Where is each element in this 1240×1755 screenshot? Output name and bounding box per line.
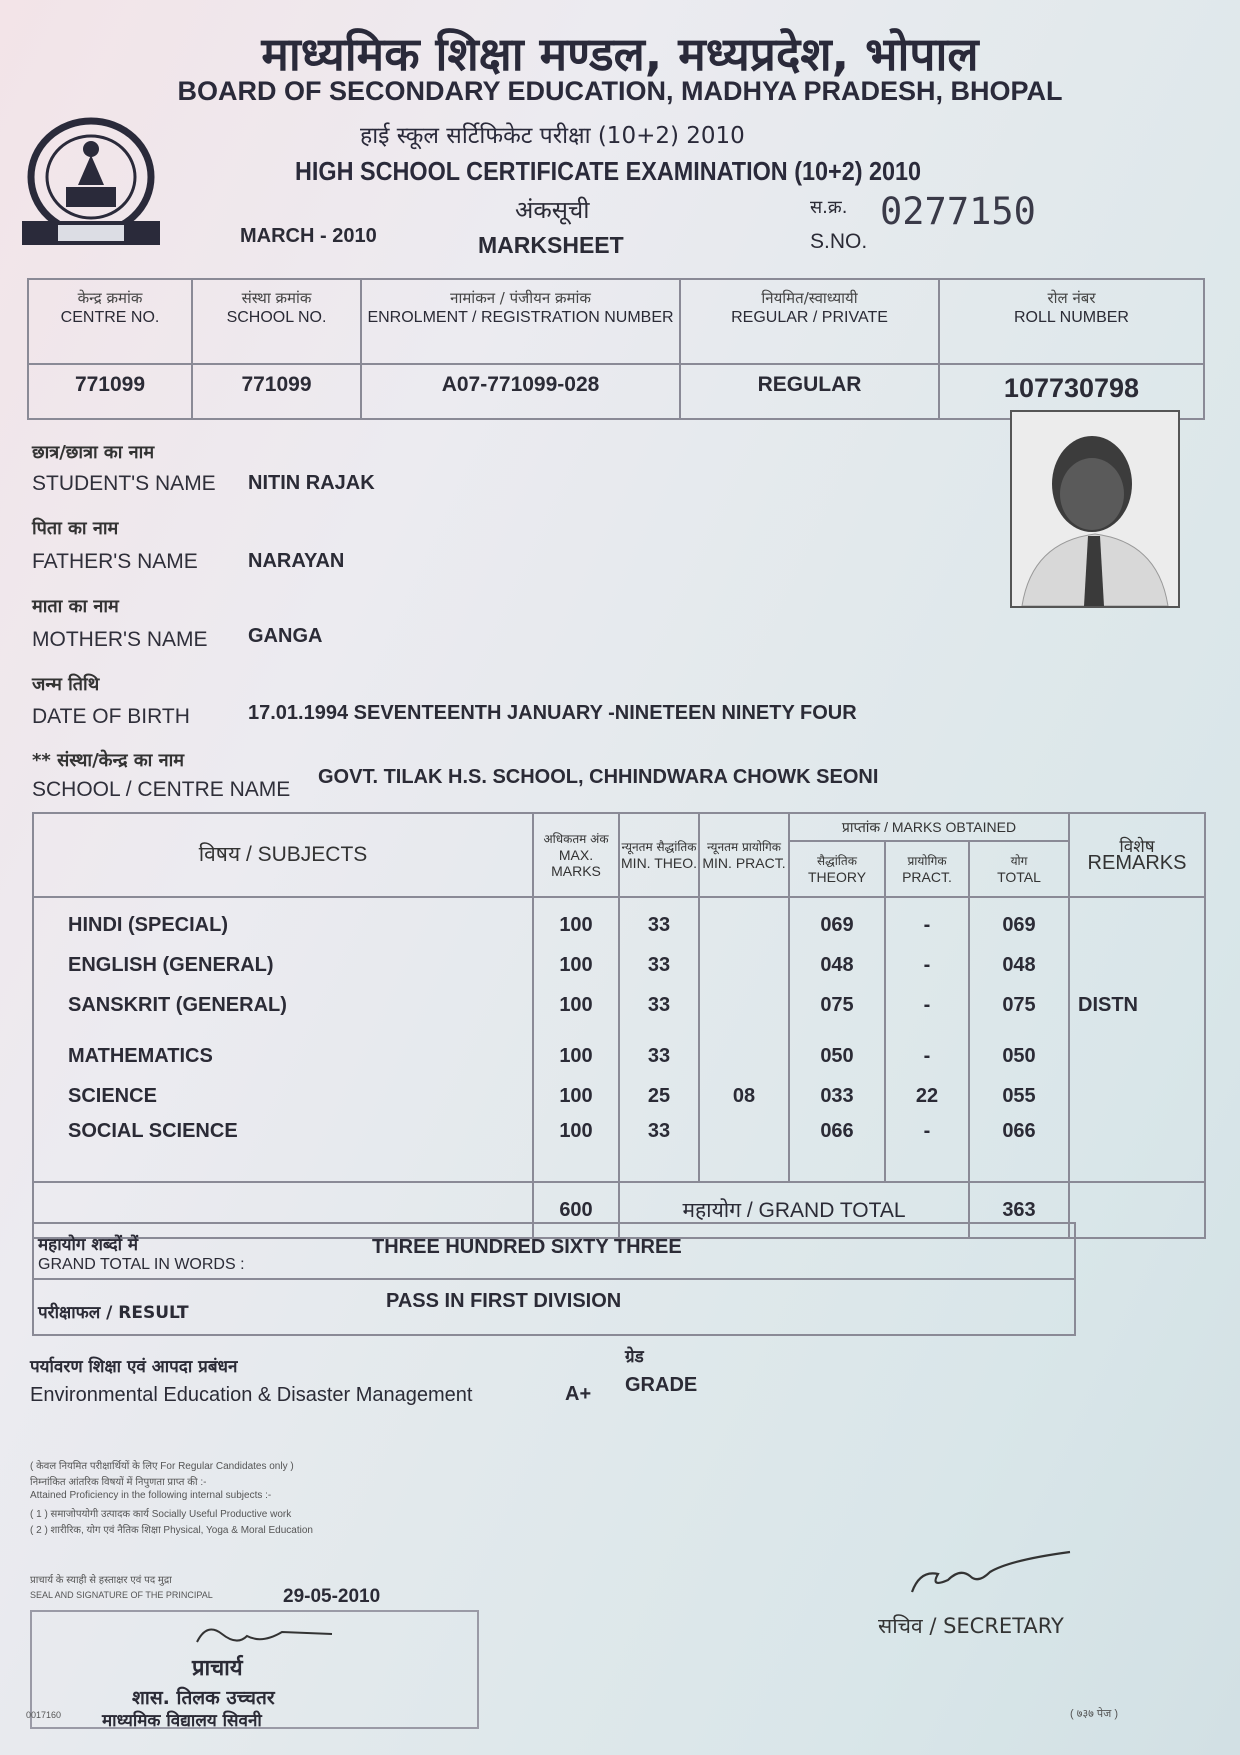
max-marks: 100 <box>533 897 619 945</box>
theory-marks: 048 <box>789 945 885 985</box>
max-marks: 100 <box>533 1025 619 1076</box>
theory-marks: 075 <box>789 985 885 1025</box>
subject-name: SCIENCE <box>33 1076 533 1116</box>
theory-marks: 033 <box>789 1076 885 1116</box>
secretary-signature-icon <box>900 1540 1080 1600</box>
env-label-hindi: पर्यावरण शिक्षा एवं आपदा प्रबंधन <box>30 1357 238 1377</box>
min-theory: 33 <box>619 1025 699 1076</box>
result-label: परीक्षाफल / RESULT <box>38 1303 189 1323</box>
min-theory: 33 <box>619 1116 699 1182</box>
dob-label: DATE OF BIRTH <box>32 705 190 728</box>
table-row <box>33 897 1205 945</box>
stamp-line-2: माध्यमिक विद्यालय सिवनी <box>102 1711 262 1731</box>
grand-total-remarks <box>1069 1182 1205 1238</box>
min-practical <box>699 985 789 1025</box>
min-theory: 33 <box>619 945 699 985</box>
remarks <box>1069 1025 1205 1076</box>
remarks <box>1069 1076 1205 1116</box>
min-practical <box>699 1116 789 1182</box>
practical-marks: 22 <box>885 1076 969 1116</box>
practical-marks: - <box>885 897 969 945</box>
exam-title-english: HIGH SCHOOL CERTIFICATE EXAMINATION (10+2) 2010 <box>295 156 922 186</box>
school-no-value: 771099 <box>192 364 361 419</box>
practical-marks: - <box>885 1025 969 1076</box>
student-photo <box>1010 410 1180 608</box>
remarks-header: विशेष REMARKS <box>1069 813 1205 897</box>
grand-total-value: 363 <box>969 1182 1069 1238</box>
words-label-hindi: महायोग शब्दों में <box>38 1235 139 1255</box>
footnote-line-3: Attained Proficiency in the following internal subjects :- <box>30 1490 272 1501</box>
principal-label-hindi: प्राचार्य के स्याही से हस्ताक्षर एवं पद मुद्रा <box>30 1575 172 1586</box>
table-row <box>33 1025 1205 1076</box>
centre-no-header: केन्द्र क्रमांक CENTRE NO. <box>28 279 192 364</box>
footnote-line-4: ( 1 ) समाजोपयोगी उत्पादक कार्य Socially Useful Productive work <box>30 1509 292 1520</box>
board-seal-icon <box>18 115 164 251</box>
theory-marks: 050 <box>789 1025 885 1076</box>
words-label: GRAND TOTAL IN WORDS : <box>38 1256 245 1273</box>
secretary-label: सचिव / SECRETARY <box>878 1614 1064 1638</box>
min-theory-header: न्यूनतम सैद्धांतिक MIN. THEO. <box>619 813 699 897</box>
max-marks: 100 <box>533 1076 619 1116</box>
practical-marks: - <box>885 985 969 1025</box>
theory-header: सैद्धांतिक THEORY <box>789 841 885 897</box>
table-row <box>33 945 1205 985</box>
practical-marks: - <box>885 945 969 985</box>
id-table <box>27 278 1205 420</box>
theory-marks: 066 <box>789 1116 885 1182</box>
table-row <box>33 1076 1205 1116</box>
max-marks-header: अधिकतम अंक MAX. MARKS <box>533 813 619 897</box>
serial-label-hindi: स.क्र. <box>810 197 848 218</box>
total-marks: 048 <box>969 945 1069 985</box>
father-name: NARAYAN <box>248 550 345 572</box>
grade-label: GRADE <box>625 1374 698 1396</box>
father-name-label: FATHER'S NAME <box>32 550 198 573</box>
regular-private-value: REGULAR <box>680 364 939 419</box>
enrolment-value: A07-771099-028 <box>361 364 680 419</box>
theory-marks: 069 <box>789 897 885 945</box>
footnote-line-2: निम्नांकित आंतरिक विषयों में निपुणता प्राप्त की :- <box>30 1477 207 1488</box>
principal-stamp <box>30 1610 479 1729</box>
total-marks: 075 <box>969 985 1069 1025</box>
stamp-line-1: शास. तिलक उच्चतर <box>132 1687 275 1709</box>
stamp-serial: 0017160 <box>26 1710 62 1720</box>
practical-marks: - <box>885 1116 969 1182</box>
exam-month: MARCH - 2010 <box>240 225 377 247</box>
min-practical: 08 <box>699 1076 789 1116</box>
exam-title-hindi: हाई स्कूल सर्टिफिकेट परीक्षा (10+2) 2010 <box>360 123 745 149</box>
min-practical <box>699 897 789 945</box>
grade-label-hindi: ग्रेड <box>625 1347 644 1367</box>
subject-name: ENGLISH (GENERAL) <box>33 945 533 985</box>
school-name-label-hindi: ** संस्था/केन्द्र का नाम <box>32 750 185 771</box>
summary-box <box>32 1222 1076 1336</box>
total-marks: 055 <box>969 1076 1069 1116</box>
mother-name-label-hindi: माता का नाम <box>32 596 119 617</box>
principal-label: SEAL AND SIGNATURE OF THE PRINCIPAL <box>30 1590 213 1600</box>
mother-name-label: MOTHER'S NAME <box>32 628 208 651</box>
student-name-label-hindi: छात्र/छात्रा का नाम <box>32 442 155 463</box>
page-mark: ( ७३७ पेज ) <box>1070 1708 1119 1720</box>
student-name-label: STUDENT'S NAME <box>32 472 216 495</box>
min-theory: 25 <box>619 1076 699 1116</box>
serial-number: 0277150 <box>880 190 1036 233</box>
student-name: NITIN RAJAK <box>248 472 375 494</box>
marksheet-title: MARKSHEET <box>478 232 624 258</box>
school-no-header: संस्था क्रमांक SCHOOL NO. <box>192 279 361 364</box>
subject-name: MATHEMATICS <box>33 1025 533 1076</box>
principal-signature-icon <box>192 1620 342 1650</box>
subjects-header: विषय / SUBJECTS <box>33 813 533 897</box>
max-marks: 100 <box>533 945 619 985</box>
max-marks: 100 <box>533 985 619 1025</box>
env-label: Environmental Education & Disaster Management <box>30 1384 473 1406</box>
school-name-label: SCHOOL / CENTRE NAME <box>32 778 291 801</box>
table-row <box>33 1116 1205 1182</box>
issue-date: 29-05-2010 <box>283 1586 381 1607</box>
marksheet-title-hindi: अंकसूची <box>515 196 590 224</box>
marks-obtained-header: प्राप्तांक / MARKS OBTAINED <box>789 813 1069 841</box>
remarks: DISTN <box>1069 985 1205 1025</box>
subject-name: HINDI (SPECIAL) <box>33 897 533 945</box>
date-of-birth: 17.01.1994 SEVENTEENTH JANUARY -NINETEEN NINETY FOUR <box>248 702 857 724</box>
footnote-line-1: ( केवल नियमित परीक्षार्थियों के लिए For Regular Candidates only ) <box>30 1461 294 1472</box>
max-marks: 100 <box>533 1116 619 1182</box>
serial-label: S.NO. <box>810 230 868 253</box>
enrolment-header: नामांकन / पंजीयन क्रमांक ENROLMENT / REGISTRATION NUMBER <box>361 279 680 364</box>
remarks <box>1069 945 1205 985</box>
dob-label-hindi: जन्म तिथि <box>32 674 100 695</box>
marks-table <box>32 812 1206 1239</box>
stamp-title: प्राचार्य <box>192 1656 243 1681</box>
total-header: योग TOTAL <box>969 841 1069 897</box>
regular-private-header: नियमित/स्वाध्यायी REGULAR / PRIVATE <box>680 279 939 364</box>
grand-total-words: THREE HUNDRED SIXTY THREE <box>372 1236 682 1258</box>
env-grade: A+ <box>565 1383 592 1405</box>
practical-header: प्रायोगिक PRACT. <box>885 841 969 897</box>
summary-divider <box>34 1278 1074 1280</box>
remarks <box>1069 1116 1205 1182</box>
board-name-english: BOARD OF SECONDARY EDUCATION, MADHYA PRADESH, BHOPAL <box>177 76 1063 106</box>
school-name: GOVT. TILAK H.S. SCHOOL, CHHINDWARA CHOWK SEONI <box>318 766 879 788</box>
total-marks: 069 <box>969 897 1069 945</box>
table-row <box>33 985 1205 1025</box>
total-marks: 066 <box>969 1116 1069 1182</box>
min-practical <box>699 945 789 985</box>
total-marks: 050 <box>969 1025 1069 1076</box>
subject-name: SANSKRIT (GENERAL) <box>33 985 533 1025</box>
min-practical-header: न्यूनतम प्रायोगिक MIN. PRACT. <box>699 813 789 897</box>
min-theory: 33 <box>619 897 699 945</box>
result-value: PASS IN FIRST DIVISION <box>386 1290 622 1312</box>
remarks <box>1069 897 1205 945</box>
mother-name: GANGA <box>248 625 323 647</box>
min-theory: 33 <box>619 985 699 1025</box>
grand-total-label: महायोग / GRAND TOTAL <box>619 1182 969 1238</box>
grand-max-marks: 600 <box>533 1182 619 1238</box>
footnote-line-5: ( 2 ) शारीरिक, योग एवं नैतिक शिक्षा Physical, Yoga & Moral Education <box>30 1525 313 1536</box>
subject-name: SOCIAL SCIENCE <box>33 1116 533 1182</box>
roll-number-header: रोल नंबर ROLL NUMBER <box>939 279 1204 364</box>
min-practical <box>699 1025 789 1076</box>
father-name-label-hindi: पिता का नाम <box>32 518 119 539</box>
board-name-hindi: माध्यमिक शिक्षा मण्डल, मध्यप्रदेश, भोपाल <box>261 27 979 81</box>
roll-number-value: 107730798 <box>939 364 1204 419</box>
centre-no-value: 771099 <box>28 364 192 419</box>
